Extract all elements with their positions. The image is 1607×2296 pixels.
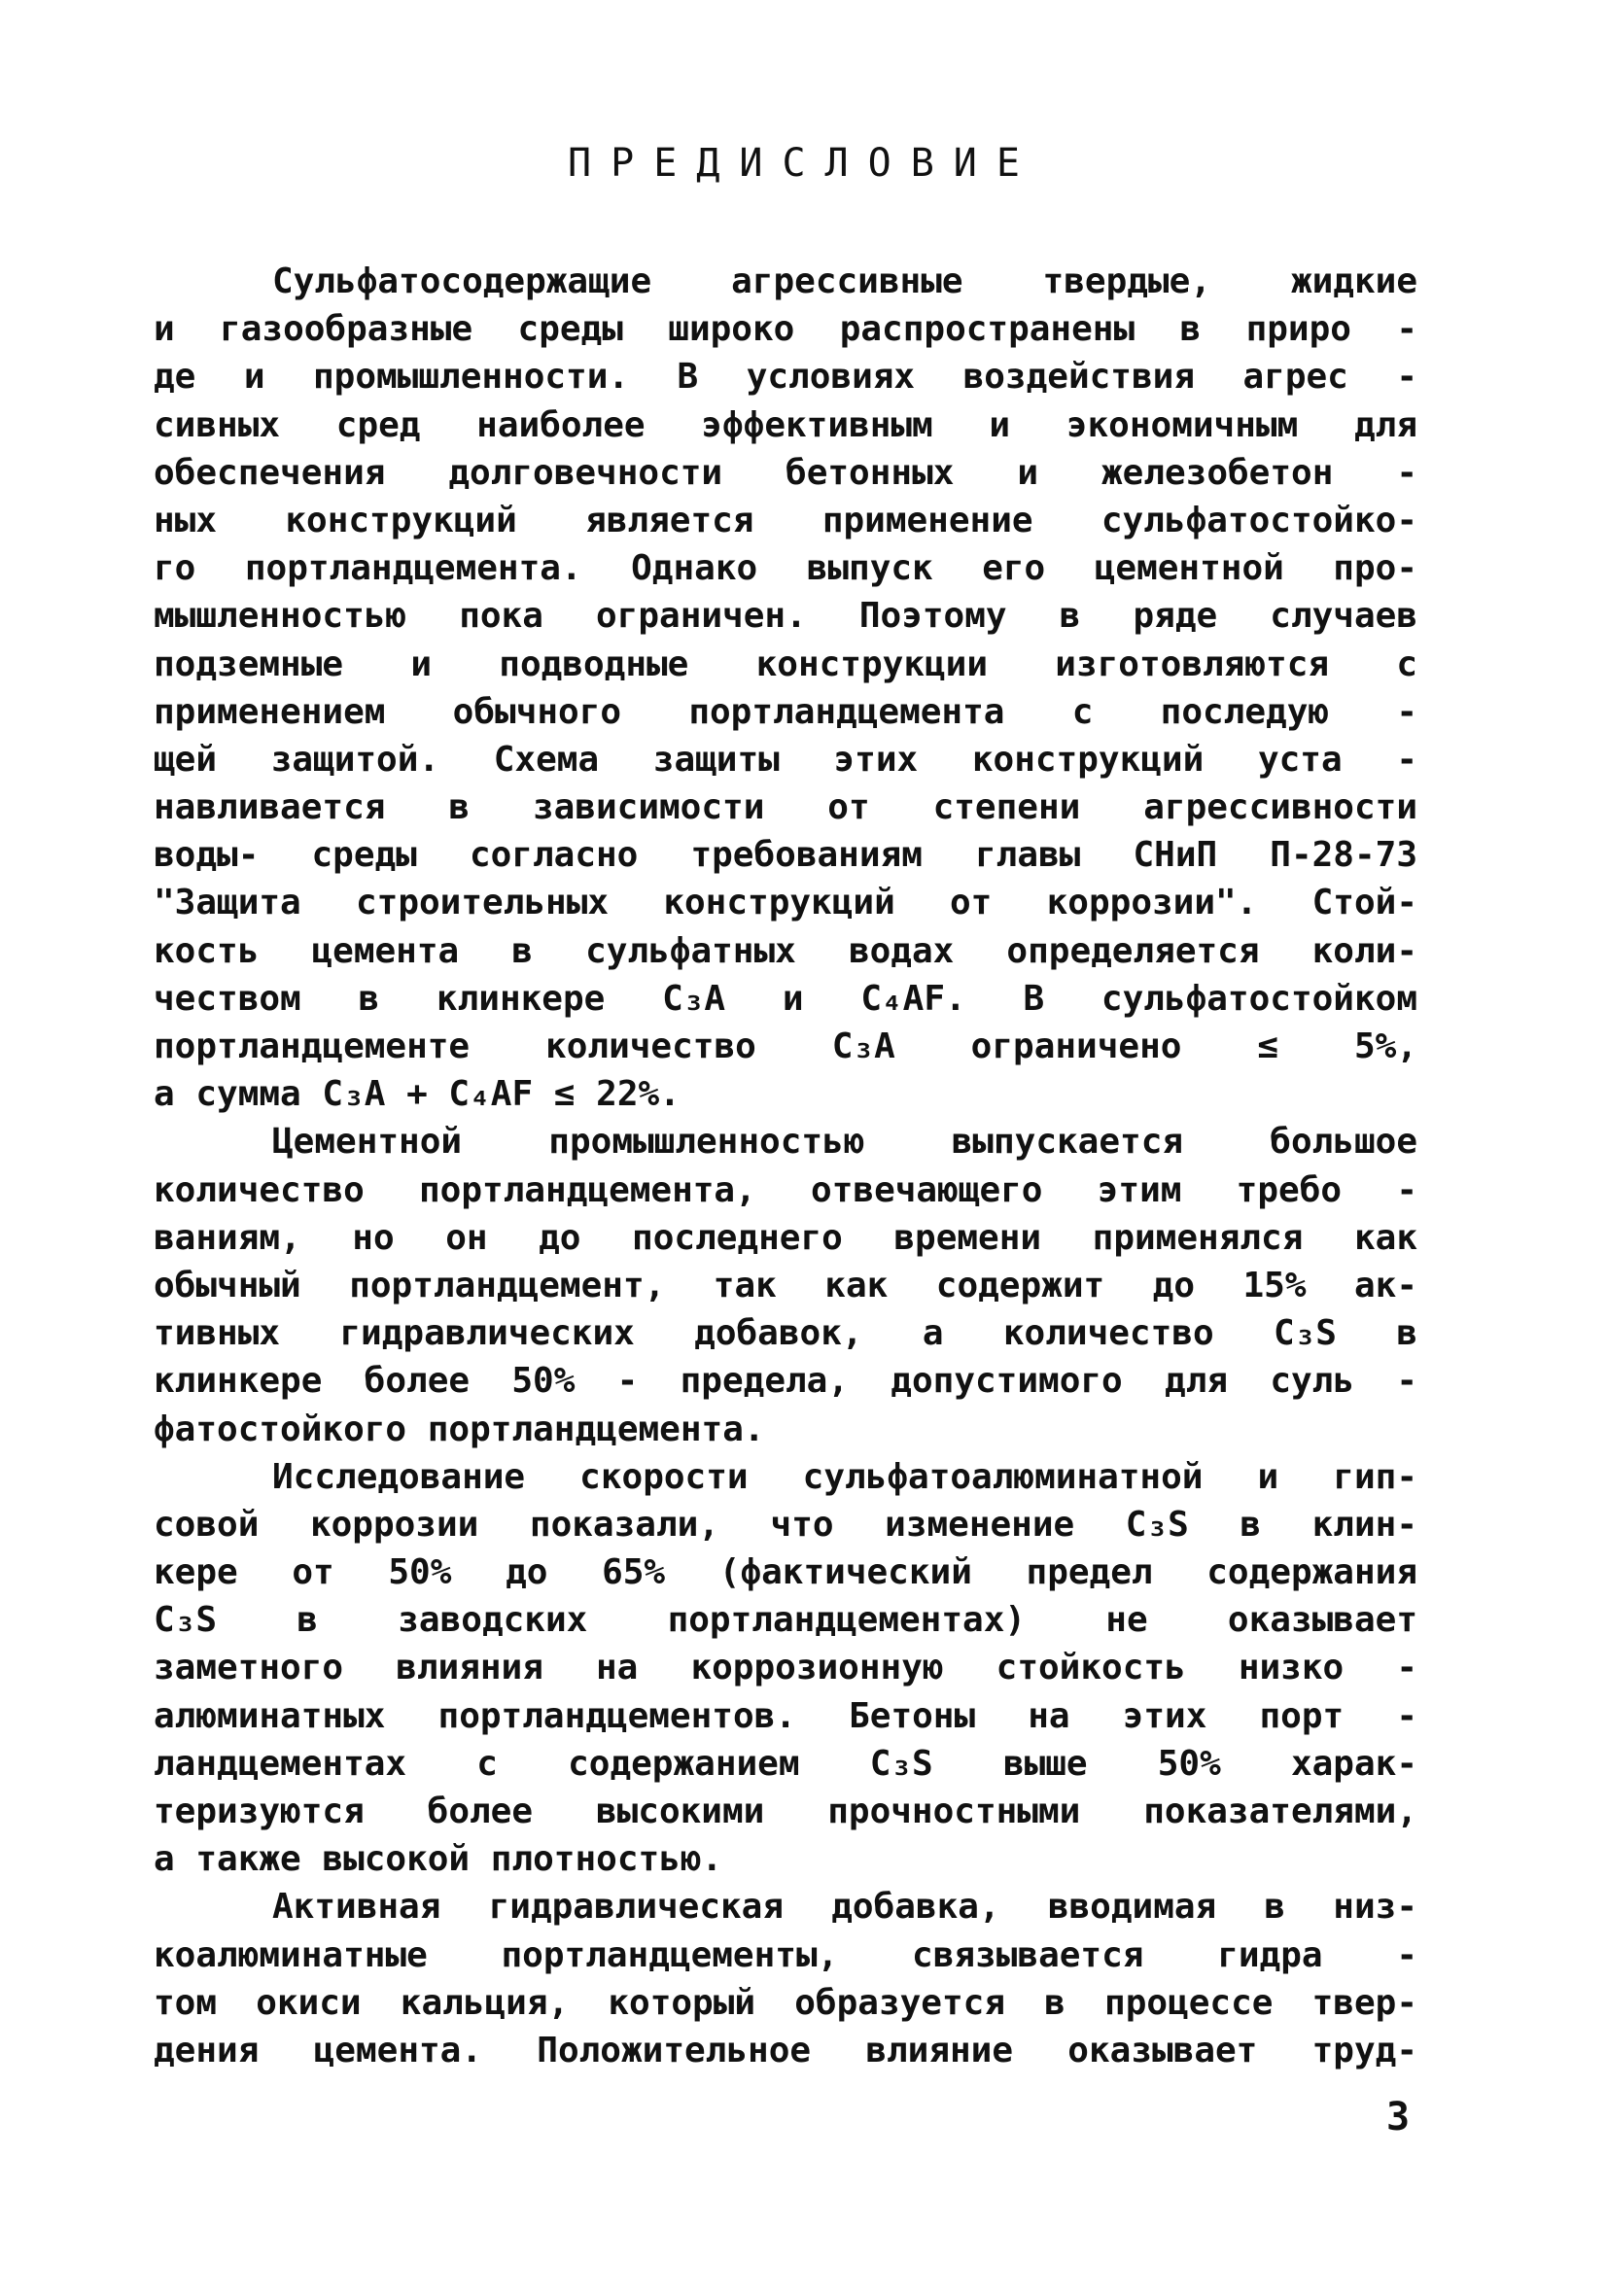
- text-line: а сумма C₃A + C₄AF ≤ 22%.: [154, 1074, 681, 1115]
- text-line: том окиси кальция, который образуется в процессе твер-: [154, 1982, 1417, 2023]
- text-line: Цементной промышленностью выпускается большое: [272, 1122, 1417, 1163]
- text-line: чеством в клинкере C₃A и C₄AF. В сульфатостойком: [154, 978, 1417, 1019]
- paragraph-3: [154, 1453, 1417, 1884]
- page-title: ПРЕДИСЛОВИЕ: [568, 141, 1039, 186]
- page-number: 3: [1386, 2095, 1411, 2139]
- text-line: подземные и подводные конструкции изготовляются с: [154, 644, 1417, 684]
- text-line: воды- среды согласно требованиям главы СНиП П-28-73: [154, 835, 1417, 876]
- text-line: обеспечения долговечности бетонных и железобетон -: [154, 452, 1417, 493]
- paragraph-2: [154, 1118, 1417, 1452]
- text-line: ваниям, но он до последнего времени применялся как: [154, 1217, 1417, 1258]
- text-line: алюминатных портландцементов. Бетоны на этих порт -: [154, 1695, 1417, 1736]
- text-line: "Защита строительных конструкций от коррозии". Стой-: [154, 883, 1417, 923]
- text-line: дения цемента. Положительное влияние оказывает труд-: [154, 2030, 1417, 2070]
- text-line: количество портландцемента, отвечающего этим требо -: [154, 1169, 1417, 1210]
- text-line: обычный портландцемент, так как содержит до 15% ак-: [154, 1265, 1417, 1305]
- text-line: совой коррозии показали, что изменение C₃S в клин-: [154, 1504, 1417, 1545]
- text-line: теризуются более высокими прочностными показателями,: [154, 1792, 1417, 1831]
- text-line: Активная гидравлическая добавка, вводимая в низ-: [272, 1887, 1417, 1928]
- text-line: щей защитой. Схема защиты этих конструкций уста -: [154, 739, 1417, 780]
- text-line: портландцементе количество C₃A ограничено ≤ 5%,: [154, 1026, 1417, 1066]
- text-line: тивных гидравлических добавок, а количество C₃S в: [154, 1313, 1417, 1354]
- paragraph-1: [154, 258, 1417, 1118]
- body-text: [154, 258, 1417, 2074]
- text-line: кость цемента в сульфатных водах определяется коли-: [154, 930, 1417, 971]
- text-line: Исследование скорости сульфатоалюминатной и гип-: [272, 1456, 1417, 1497]
- text-line: а также высокой плотностью.: [154, 1839, 723, 1880]
- text-line: применением обычного портландцемента с последую -: [154, 691, 1417, 732]
- paragraph-4: [154, 1883, 1417, 2074]
- text-line: Сульфатосодержащие агрессивные твердые, жидкие: [272, 261, 1417, 301]
- text-line: C₃S в заводских портландцементах) не оказывает: [154, 1600, 1417, 1641]
- text-line: де и промышленности. В условиях воздействия агрес -: [154, 357, 1417, 398]
- text-line: и газообразные среды широко распространены в приро -: [154, 309, 1417, 350]
- text-line: коалюминатные портландцементы, связывается гидра -: [154, 1934, 1417, 1975]
- text-line: фатостойкого портландцемента.: [154, 1409, 765, 1449]
- text-line: клинкере более 50% - предела, допустимого для суль -: [154, 1361, 1417, 1402]
- text-line: ландцементах с содержанием C₃S выше 50% харак-: [154, 1743, 1417, 1784]
- text-line: навливается в зависимости от степени агрессивности: [154, 787, 1417, 828]
- text-line: заметного влияния на коррозионную стойкость низко -: [154, 1648, 1417, 1688]
- text-line: го портландцемента. Однако выпуск его цементной про-: [154, 548, 1417, 589]
- text-line: сивных сред наиболее эффективным и экономичным для: [154, 404, 1417, 445]
- text-line: ных конструкций является применение сульфатостойко-: [154, 500, 1417, 540]
- text-line: мышленностью пока ограничен. Поэтому в ряде случаев: [154, 596, 1417, 637]
- text-line: кере от 50% до 65% (фактический предел содержания: [154, 1552, 1417, 1593]
